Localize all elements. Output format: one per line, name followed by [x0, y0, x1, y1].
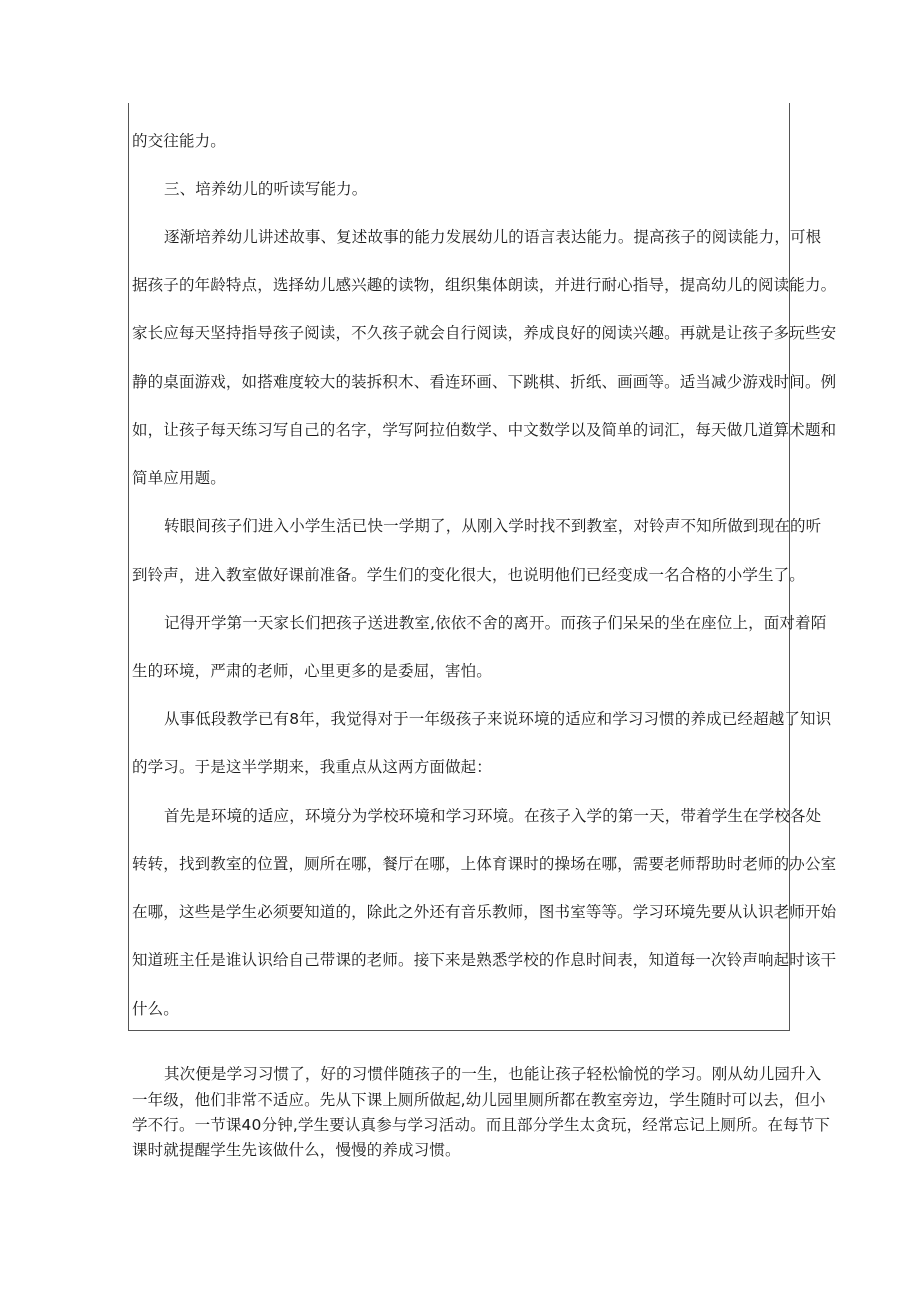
text-line: 如，让孩子每天练习写自己的名字，学写阿拉伯数学、中文数学以及简单的词汇，每天做几道算术题和 [132, 421, 837, 439]
text-line: 生的环境，严肃的老师，心里更多的是委屈，害怕。 [132, 662, 492, 680]
text-line: 逐渐培养幼儿讲述故事、复述故事的能力发展幼儿的语言表达能力。提高孩子的阅读能力，可根 [164, 228, 822, 246]
text-line: 学不行。一节课40分钟,学生要认真参与学习活动。而且部分学生太贪玩，经常忘记上厕所。在每节下 [132, 1116, 831, 1134]
text-line: 的学习。于是这半学期来，我重点从这两方面做起： [132, 758, 492, 776]
text-line: 记得开学第一天家长们把孩子送进教室,依依不舍的离开。而孩子们呆呆的坐在座位上，面对着陌 [164, 614, 827, 632]
text-line: 知道班主任是谁认识给自己带课的老师。接下来是熟悉学校的作息时间表，知道每一次铃声响起时该干 [132, 951, 837, 969]
text-line: 据孩子的年龄特点，选择幼儿感兴趣的读物，组织集体朗读，并进行耐心指导，提高幼儿的阅读能力。 [132, 276, 837, 294]
text-line: 家长应每天坚持指导孩子阅读，不久孩子就会自行阅读，养成良好的阅读兴趣。再就是让孩子多玩些安 [132, 324, 837, 342]
text-line: 首先是环境的适应，环境分为学校环境和学习环境。在孩子入学的第一天，带着学生在学校各处 [164, 807, 822, 825]
text-line: 在哪，这些是学生必须要知道的，除此之外还有音乐教师，图书室等等。学习环境先要从认识老师开始 [132, 903, 837, 921]
text-line: 课时就提醒学生先该做什么，慢慢的养成习惯。 [132, 1141, 461, 1159]
text-line: 简单应用题。 [132, 469, 226, 487]
text-line: 一年级，他们非常不适应。先从下课上厕所做起,幼儿园里厕所都在教室旁边，学生随时可以去，但小 [132, 1091, 826, 1109]
text-line: 静的桌面游戏，如搭难度较大的装拆积木、看连环画、下跳棋、折纸、画画等。适当减少游戏时间。例 [132, 373, 837, 391]
text-line: 从事低段教学已有8年，我觉得对于一年级孩子来说环境的适应和学习习惯的养成已经超越了知识 [164, 710, 832, 728]
text-line: 转转，找到教室的位置，厕所在哪，餐厅在哪，上体育课时的操场在哪，需要老师帮助时老师的办公室 [132, 855, 837, 873]
text-line: 其次便是学习习惯了，好的习惯伴随孩子的一生，也能让孩子轻松愉悦的学习。刚从幼儿园升入 [164, 1065, 822, 1083]
section-heading: 三、培养幼儿的听读写能力。 [164, 180, 368, 198]
text-line: 什么。 [132, 1000, 179, 1018]
text-line: 的交往能力。 [132, 132, 226, 150]
text-line: 到铃声，进入教室做好课前准备。学生们的变化很大，也说明他们已经变成一名合格的小学生了。 [132, 566, 805, 584]
text-line: 转眼间孩子们进入小学生活已快一学期了，从刚入学时找不到教室，对铃声不知所做到现在的听 [164, 517, 822, 535]
